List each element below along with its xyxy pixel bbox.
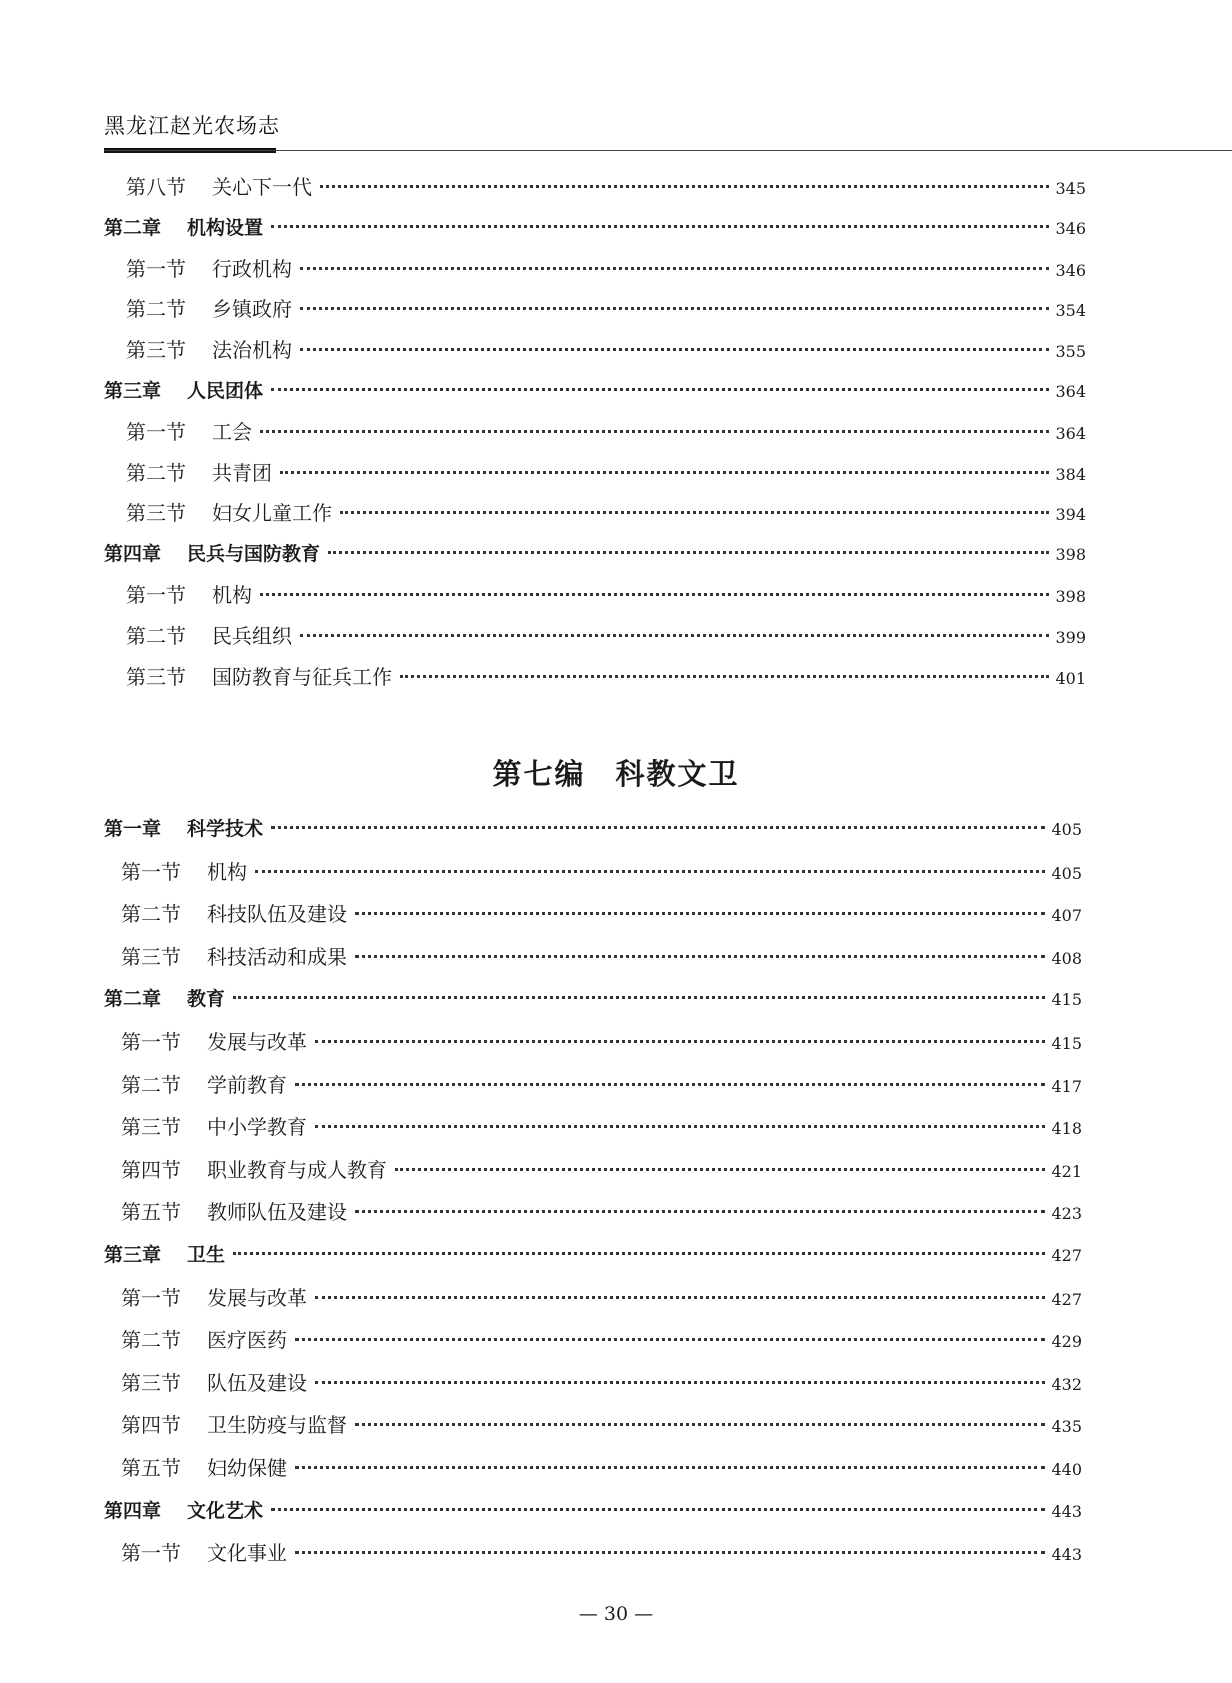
dot-leader (233, 996, 1045, 999)
toc-entry-page: 427 (1051, 1290, 1082, 1309)
dot-leader (400, 675, 1049, 678)
toc-entry-page: 384 (1055, 465, 1086, 484)
toc-section-entry (126, 458, 1086, 488)
toc-entry-title: 科技队伍及建设 (207, 902, 347, 926)
toc-entry-page: 408 (1051, 949, 1082, 968)
toc-entry-page: 429 (1051, 1332, 1082, 1351)
part-heading (0, 752, 1232, 793)
toc-entry-page: 421 (1051, 1162, 1082, 1181)
toc-entry-page: 364 (1055, 424, 1086, 443)
toc-chapter-entry (104, 984, 1082, 1014)
toc-entry-page: 418 (1051, 1119, 1082, 1138)
toc-entry-number: 第二节 (126, 461, 186, 485)
toc-entry-title: 民兵与国防教育 (187, 543, 321, 565)
toc-section-entry (121, 942, 1082, 972)
dot-leader (340, 511, 1049, 514)
toc-entry-page: 346 (1055, 261, 1086, 280)
toc-entry-number: 第五节 (121, 1456, 181, 1480)
toc-entry-page: 401 (1055, 669, 1086, 688)
toc-section-entry (121, 1283, 1082, 1313)
toc-section-entry (126, 335, 1086, 365)
toc-entry-title: 文化事业 (207, 1541, 287, 1565)
toc-entry-page: 443 (1051, 1502, 1082, 1521)
toc-section-entry (126, 621, 1086, 651)
toc-entry-title: 国防教育与征兵工作 (212, 665, 392, 689)
dot-leader (328, 551, 1049, 554)
toc-entry-page: 394 (1055, 505, 1086, 524)
toc-entry-number: 第三章 (104, 1244, 162, 1266)
toc-entry-page: 440 (1051, 1460, 1082, 1479)
toc-chapter-entry (104, 213, 1086, 243)
toc-entry-page: 415 (1051, 990, 1082, 1009)
toc-entry-number: 第三章 (104, 380, 162, 402)
dot-leader (300, 348, 1049, 351)
dot-leader (355, 912, 1045, 915)
toc-entry-number: 第八节 (126, 175, 186, 199)
toc-section-entry (121, 899, 1082, 929)
toc-entry-title: 工会 (212, 420, 252, 444)
dot-leader (355, 1423, 1045, 1426)
toc-section-entry (126, 580, 1086, 610)
toc-entry-number: 第三节 (121, 1115, 181, 1139)
toc-entry-page: 407 (1051, 906, 1082, 925)
toc-entry-number: 第五节 (121, 1200, 181, 1224)
toc-section-entry (121, 1112, 1082, 1142)
toc-section-entry (121, 857, 1082, 887)
toc-entry-title: 卫生防疫与监督 (207, 1413, 347, 1437)
dot-leader (280, 471, 1049, 474)
toc-entry-title: 发展与改革 (207, 1030, 307, 1054)
toc-entry-title: 妇女儿童工作 (212, 501, 332, 525)
dot-leader (320, 185, 1049, 188)
toc-section-entry (121, 1070, 1082, 1100)
toc-entry-number: 第三节 (121, 945, 181, 969)
toc-entry-page: 345 (1055, 179, 1086, 198)
toc-section-entry (121, 1155, 1082, 1185)
toc-section-entry (126, 498, 1086, 528)
toc-entry-title: 机构设置 (187, 217, 264, 239)
toc-entry-number: 第三节 (126, 501, 186, 525)
toc-entry-page: 405 (1051, 864, 1082, 883)
toc-entry-title: 民兵组织 (212, 624, 292, 648)
toc-entry-title: 行政机构 (212, 257, 292, 281)
toc-entry-number: 第四节 (121, 1413, 181, 1437)
dot-leader (395, 1168, 1045, 1171)
toc-entry-page: 443 (1051, 1545, 1082, 1564)
toc-entry-page: 364 (1055, 382, 1086, 401)
toc-entry-number: 第一章 (104, 818, 162, 840)
toc-entry-number: 第二节 (121, 902, 181, 926)
dot-leader (295, 1338, 1045, 1341)
dot-leader (260, 593, 1049, 596)
dot-leader (315, 1125, 1045, 1128)
toc-entry-title: 关心下一代 (212, 175, 312, 199)
toc-entry-title: 机构 (212, 583, 252, 607)
toc-entry-page: 398 (1055, 587, 1086, 606)
toc-chapter-entry (104, 1496, 1082, 1526)
toc-entry-number: 第二节 (121, 1328, 181, 1352)
toc-section-entry (121, 1197, 1082, 1227)
toc-section-entry (121, 1538, 1082, 1568)
toc-entry-title: 队伍及建设 (207, 1371, 307, 1395)
toc-section-entry (126, 417, 1086, 447)
toc-chapter-entry (104, 814, 1082, 844)
running-head-title: 黑龙江赵光农场志 (104, 114, 280, 138)
toc-entry-title: 中小学教育 (207, 1115, 307, 1139)
toc-entry-number: 第一节 (121, 860, 181, 884)
toc-entry-title: 卫生 (187, 1244, 226, 1266)
toc-entry-title: 学前教育 (207, 1073, 287, 1097)
toc-entry-title: 科学技术 (187, 818, 264, 840)
toc-entry-number: 第二章 (104, 217, 162, 239)
toc-entry-title: 法治机构 (212, 338, 292, 362)
toc-section-entry (126, 172, 1086, 202)
dot-leader (295, 1466, 1045, 1469)
dot-leader (271, 826, 1045, 829)
toc-entry-title: 妇幼保健 (207, 1456, 287, 1480)
toc-entry-number: 第一节 (126, 257, 186, 281)
dot-leader (255, 870, 1045, 873)
toc-entry-page: 355 (1055, 342, 1086, 361)
toc-entry-number: 第一节 (121, 1030, 181, 1054)
toc-entry-page: 417 (1051, 1077, 1082, 1096)
dot-leader (315, 1040, 1045, 1043)
toc-entry-title: 教育 (187, 988, 226, 1010)
toc-entry-number: 第二节 (121, 1073, 181, 1097)
dot-leader (300, 267, 1049, 270)
toc-chapter-entry (104, 376, 1086, 406)
toc-entry-title: 教师队伍及建设 (207, 1200, 347, 1224)
part-title: 科教文卫 (615, 757, 740, 791)
dot-leader (355, 1210, 1045, 1213)
toc-section-entry (121, 1368, 1082, 1398)
dot-leader (300, 634, 1049, 637)
dot-leader (271, 388, 1049, 391)
toc-chapter-entry (104, 539, 1086, 569)
dot-leader (260, 430, 1049, 433)
toc-section-entry (126, 294, 1086, 324)
toc-entry-title: 机构 (207, 860, 247, 884)
toc-section-entry (126, 254, 1086, 284)
toc-entry-title: 科技活动和成果 (207, 945, 347, 969)
toc-entry-title: 乡镇政府 (212, 297, 292, 321)
dot-leader (233, 1252, 1045, 1255)
dot-leader (315, 1381, 1045, 1384)
toc-entry-page: 427 (1051, 1246, 1082, 1265)
toc-entry-page: 423 (1051, 1204, 1082, 1223)
toc-entry-number: 第一节 (121, 1541, 181, 1565)
toc-section-entry (121, 1027, 1082, 1057)
toc-chapter-entry (104, 1240, 1082, 1270)
toc-entry-title: 医疗医药 (207, 1328, 287, 1352)
toc-entry-page: 354 (1055, 301, 1086, 320)
toc-entry-page: 435 (1051, 1417, 1082, 1436)
toc-entry-title: 文化艺术 (187, 1500, 264, 1522)
toc-entry-number: 第四章 (104, 543, 162, 565)
toc-section-entry (121, 1325, 1082, 1355)
dot-leader (300, 307, 1049, 310)
toc-entry-page: 398 (1055, 545, 1086, 564)
toc-entry-number: 第二章 (104, 988, 162, 1010)
toc-section-entry (121, 1410, 1082, 1440)
toc-entry-title: 人民团体 (187, 380, 264, 402)
toc-entry-number: 第四章 (104, 1500, 162, 1522)
toc-section-entry (121, 1453, 1082, 1483)
toc-entry-number: 第三节 (121, 1371, 181, 1395)
toc-entry-number: 第一节 (126, 583, 186, 607)
toc-entry-number: 第二节 (126, 297, 186, 321)
toc-entry-page: 399 (1055, 628, 1086, 647)
dot-leader (295, 1551, 1045, 1554)
toc-entry-number: 第三节 (126, 338, 186, 362)
toc-entry-page: 405 (1051, 820, 1082, 839)
toc-entry-page: 346 (1055, 219, 1086, 238)
dot-leader (355, 955, 1045, 958)
toc-entry-title: 共青团 (212, 461, 272, 485)
toc-entry-number: 第二节 (126, 624, 186, 648)
dot-leader (271, 1508, 1045, 1511)
dot-leader (315, 1296, 1045, 1299)
toc-entry-number: 第四节 (121, 1158, 181, 1182)
toc-entry-title: 职业教育与成人教育 (207, 1158, 387, 1182)
toc-entry-page: 432 (1051, 1375, 1082, 1394)
dot-leader (295, 1083, 1045, 1086)
toc-entry-title: 发展与改革 (207, 1286, 307, 1310)
part-number: 第七编 (492, 757, 586, 791)
toc-entry-page: 415 (1051, 1034, 1082, 1053)
toc-entry-number: 第一节 (126, 420, 186, 444)
page-number: — 30 — (578, 1603, 654, 1625)
toc-entry-number: 第三节 (126, 665, 186, 689)
toc-section-entry (126, 662, 1086, 692)
dot-leader (271, 225, 1049, 228)
toc-entry-number: 第一节 (121, 1286, 181, 1310)
